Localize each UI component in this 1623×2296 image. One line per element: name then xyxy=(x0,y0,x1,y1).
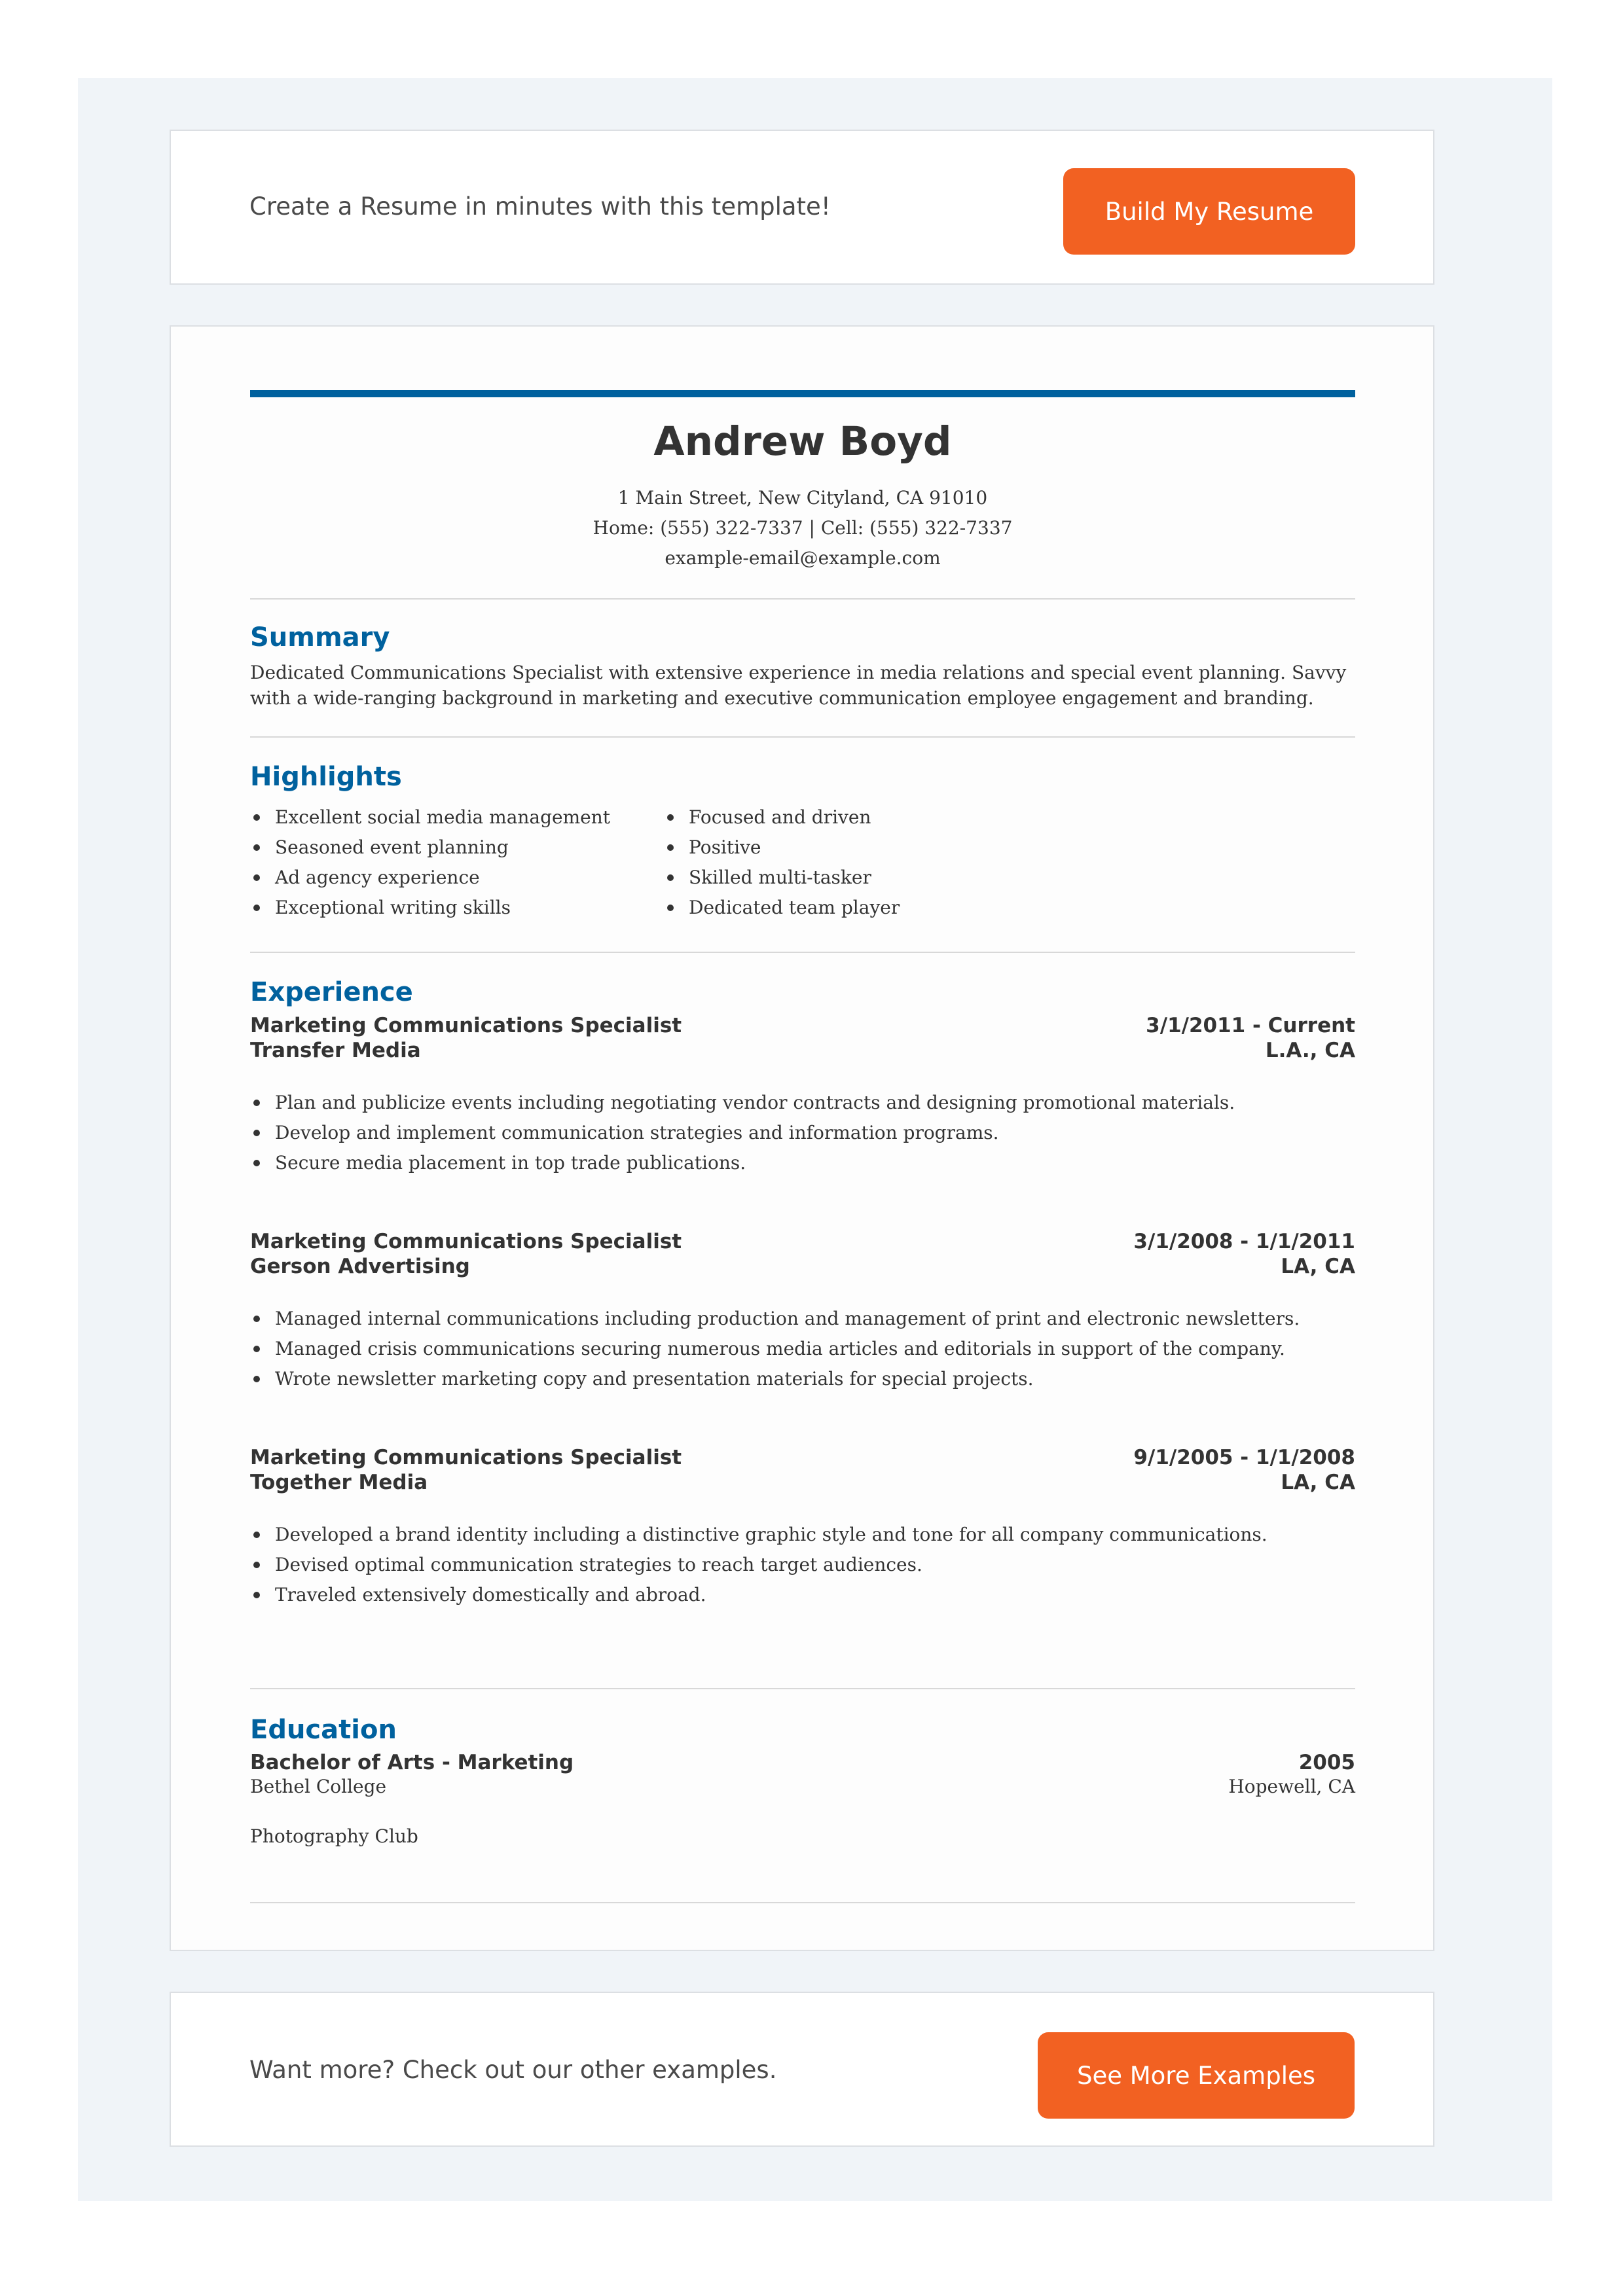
job-title: Marketing Communications Specialist xyxy=(250,1446,682,1469)
page-background xyxy=(78,78,1552,2201)
divider xyxy=(250,598,1355,600)
bullet-icon xyxy=(667,844,674,851)
list-item: Developed a brand identity including a distinctive graphic style and tone for all company communications. xyxy=(250,1520,1267,1550)
bullet-icon xyxy=(253,874,260,881)
bullet-icon xyxy=(253,814,260,821)
resume-document xyxy=(170,325,1434,1951)
list-item: Secure media placement in top trade publications. xyxy=(250,1148,1235,1178)
header-accent-bar xyxy=(250,390,1355,397)
job-dates: 3/1/2008 - 1/1/2011 xyxy=(1133,1230,1355,1253)
job-company: Transfer Media xyxy=(250,1039,421,1062)
experience-heading: Experience xyxy=(250,977,413,1007)
list-item: Dedicated team player xyxy=(664,893,900,923)
divider xyxy=(250,1688,1355,1689)
candidate-name: Andrew Boyd xyxy=(653,418,952,465)
highlights-list-left xyxy=(250,802,610,923)
list-item: Managed internal communications including production and management of print and electronic newsletters. xyxy=(250,1304,1300,1334)
job-location: LA, CA xyxy=(1281,1255,1355,1278)
cta-top-text: Create a Resume in minutes with this template! xyxy=(249,192,831,221)
divider xyxy=(250,1902,1355,1903)
cta-banner-top xyxy=(170,130,1434,285)
list-item: Develop and implement communication strategies and information programs. xyxy=(250,1118,1235,1148)
job-bullets xyxy=(250,1088,1235,1178)
job-location: LA, CA xyxy=(1281,1471,1355,1494)
bullet-icon xyxy=(253,1100,260,1106)
bullet-icon xyxy=(253,1316,260,1322)
job-company: Together Media xyxy=(250,1471,428,1494)
cta-bottom-text: Want more? Check out our other examples. xyxy=(249,2056,777,2084)
bullet-icon xyxy=(667,905,674,911)
address: 1 Main Street, New Cityland, CA 91010 xyxy=(617,487,988,509)
bullet-icon xyxy=(253,1562,260,1568)
job-dates: 9/1/2005 - 1/1/2008 xyxy=(1133,1446,1355,1469)
bullet-icon xyxy=(667,814,674,821)
bullet-icon xyxy=(253,905,260,911)
education-school: Bethel College xyxy=(250,1776,387,1797)
education-extra: Photography Club xyxy=(250,1825,418,1847)
list-item: Focused and driven xyxy=(664,802,900,833)
job-company: Gerson Advertising xyxy=(250,1255,470,1278)
summary-text: Dedicated Communications Specialist with extensive experience in media relations and special event planning. Savvy with a wide-ranging background in marketing and executive communication employee engagement and branding. xyxy=(250,662,1347,709)
build-my-resume-button[interactable]: Build My Resume xyxy=(1063,168,1355,255)
job-title: Marketing Communications Specialist xyxy=(250,1014,682,1037)
bullet-icon xyxy=(253,1376,260,1382)
list-item: Exceptional writing skills xyxy=(250,893,610,923)
job-title: Marketing Communications Specialist xyxy=(250,1230,682,1253)
list-item: Plan and publicize events including negotiating vendor contracts and designing promotional materials. xyxy=(250,1088,1235,1118)
cta-banner-bottom xyxy=(170,1992,1434,2147)
education-heading: Education xyxy=(250,1715,397,1745)
list-item: Seasoned event planning xyxy=(250,833,610,863)
bullet-icon xyxy=(253,1532,260,1538)
see-more-examples-button[interactable]: See More Examples xyxy=(1038,2032,1355,2119)
highlights-heading: Highlights xyxy=(250,762,402,792)
education-degree: Bachelor of Arts - Marketing xyxy=(250,1751,574,1774)
highlights-list-right xyxy=(664,802,900,923)
bullet-icon xyxy=(253,1346,260,1352)
list-item: Positive xyxy=(664,833,900,863)
bullet-icon xyxy=(253,1160,260,1166)
bullet-icon xyxy=(253,844,260,851)
phone-numbers: Home: (555) 322-7337 | Cell: (555) 322-7337 xyxy=(593,517,1013,539)
bullet-icon xyxy=(253,1130,260,1136)
bullet-icon xyxy=(253,1592,260,1598)
email: example-email@example.com xyxy=(665,547,941,569)
list-item: Devised optimal communication strategies to reach target audiences. xyxy=(250,1550,1267,1580)
list-item: Skilled multi-tasker xyxy=(664,863,900,893)
education-year: 2005 xyxy=(1298,1751,1355,1774)
list-item: Wrote newsletter marketing copy and presentation materials for special projects. xyxy=(250,1364,1300,1394)
list-item: Excellent social media management xyxy=(250,802,610,833)
divider xyxy=(250,736,1355,738)
job-location: L.A., CA xyxy=(1265,1039,1355,1062)
bullet-icon xyxy=(667,874,674,881)
list-item: Ad agency experience xyxy=(250,863,610,893)
resume-content xyxy=(250,327,1355,1950)
divider xyxy=(250,952,1355,953)
job-bullets xyxy=(250,1520,1267,1610)
education-location: Hopewell, CA xyxy=(1228,1776,1355,1797)
summary-heading: Summary xyxy=(250,622,390,653)
job-dates: 3/1/2011 - Current xyxy=(1146,1014,1355,1037)
list-item: Managed crisis communications securing numerous media articles and editorials in support of the company. xyxy=(250,1334,1300,1364)
job-bullets xyxy=(250,1304,1300,1394)
list-item: Traveled extensively domestically and abroad. xyxy=(250,1580,1267,1610)
